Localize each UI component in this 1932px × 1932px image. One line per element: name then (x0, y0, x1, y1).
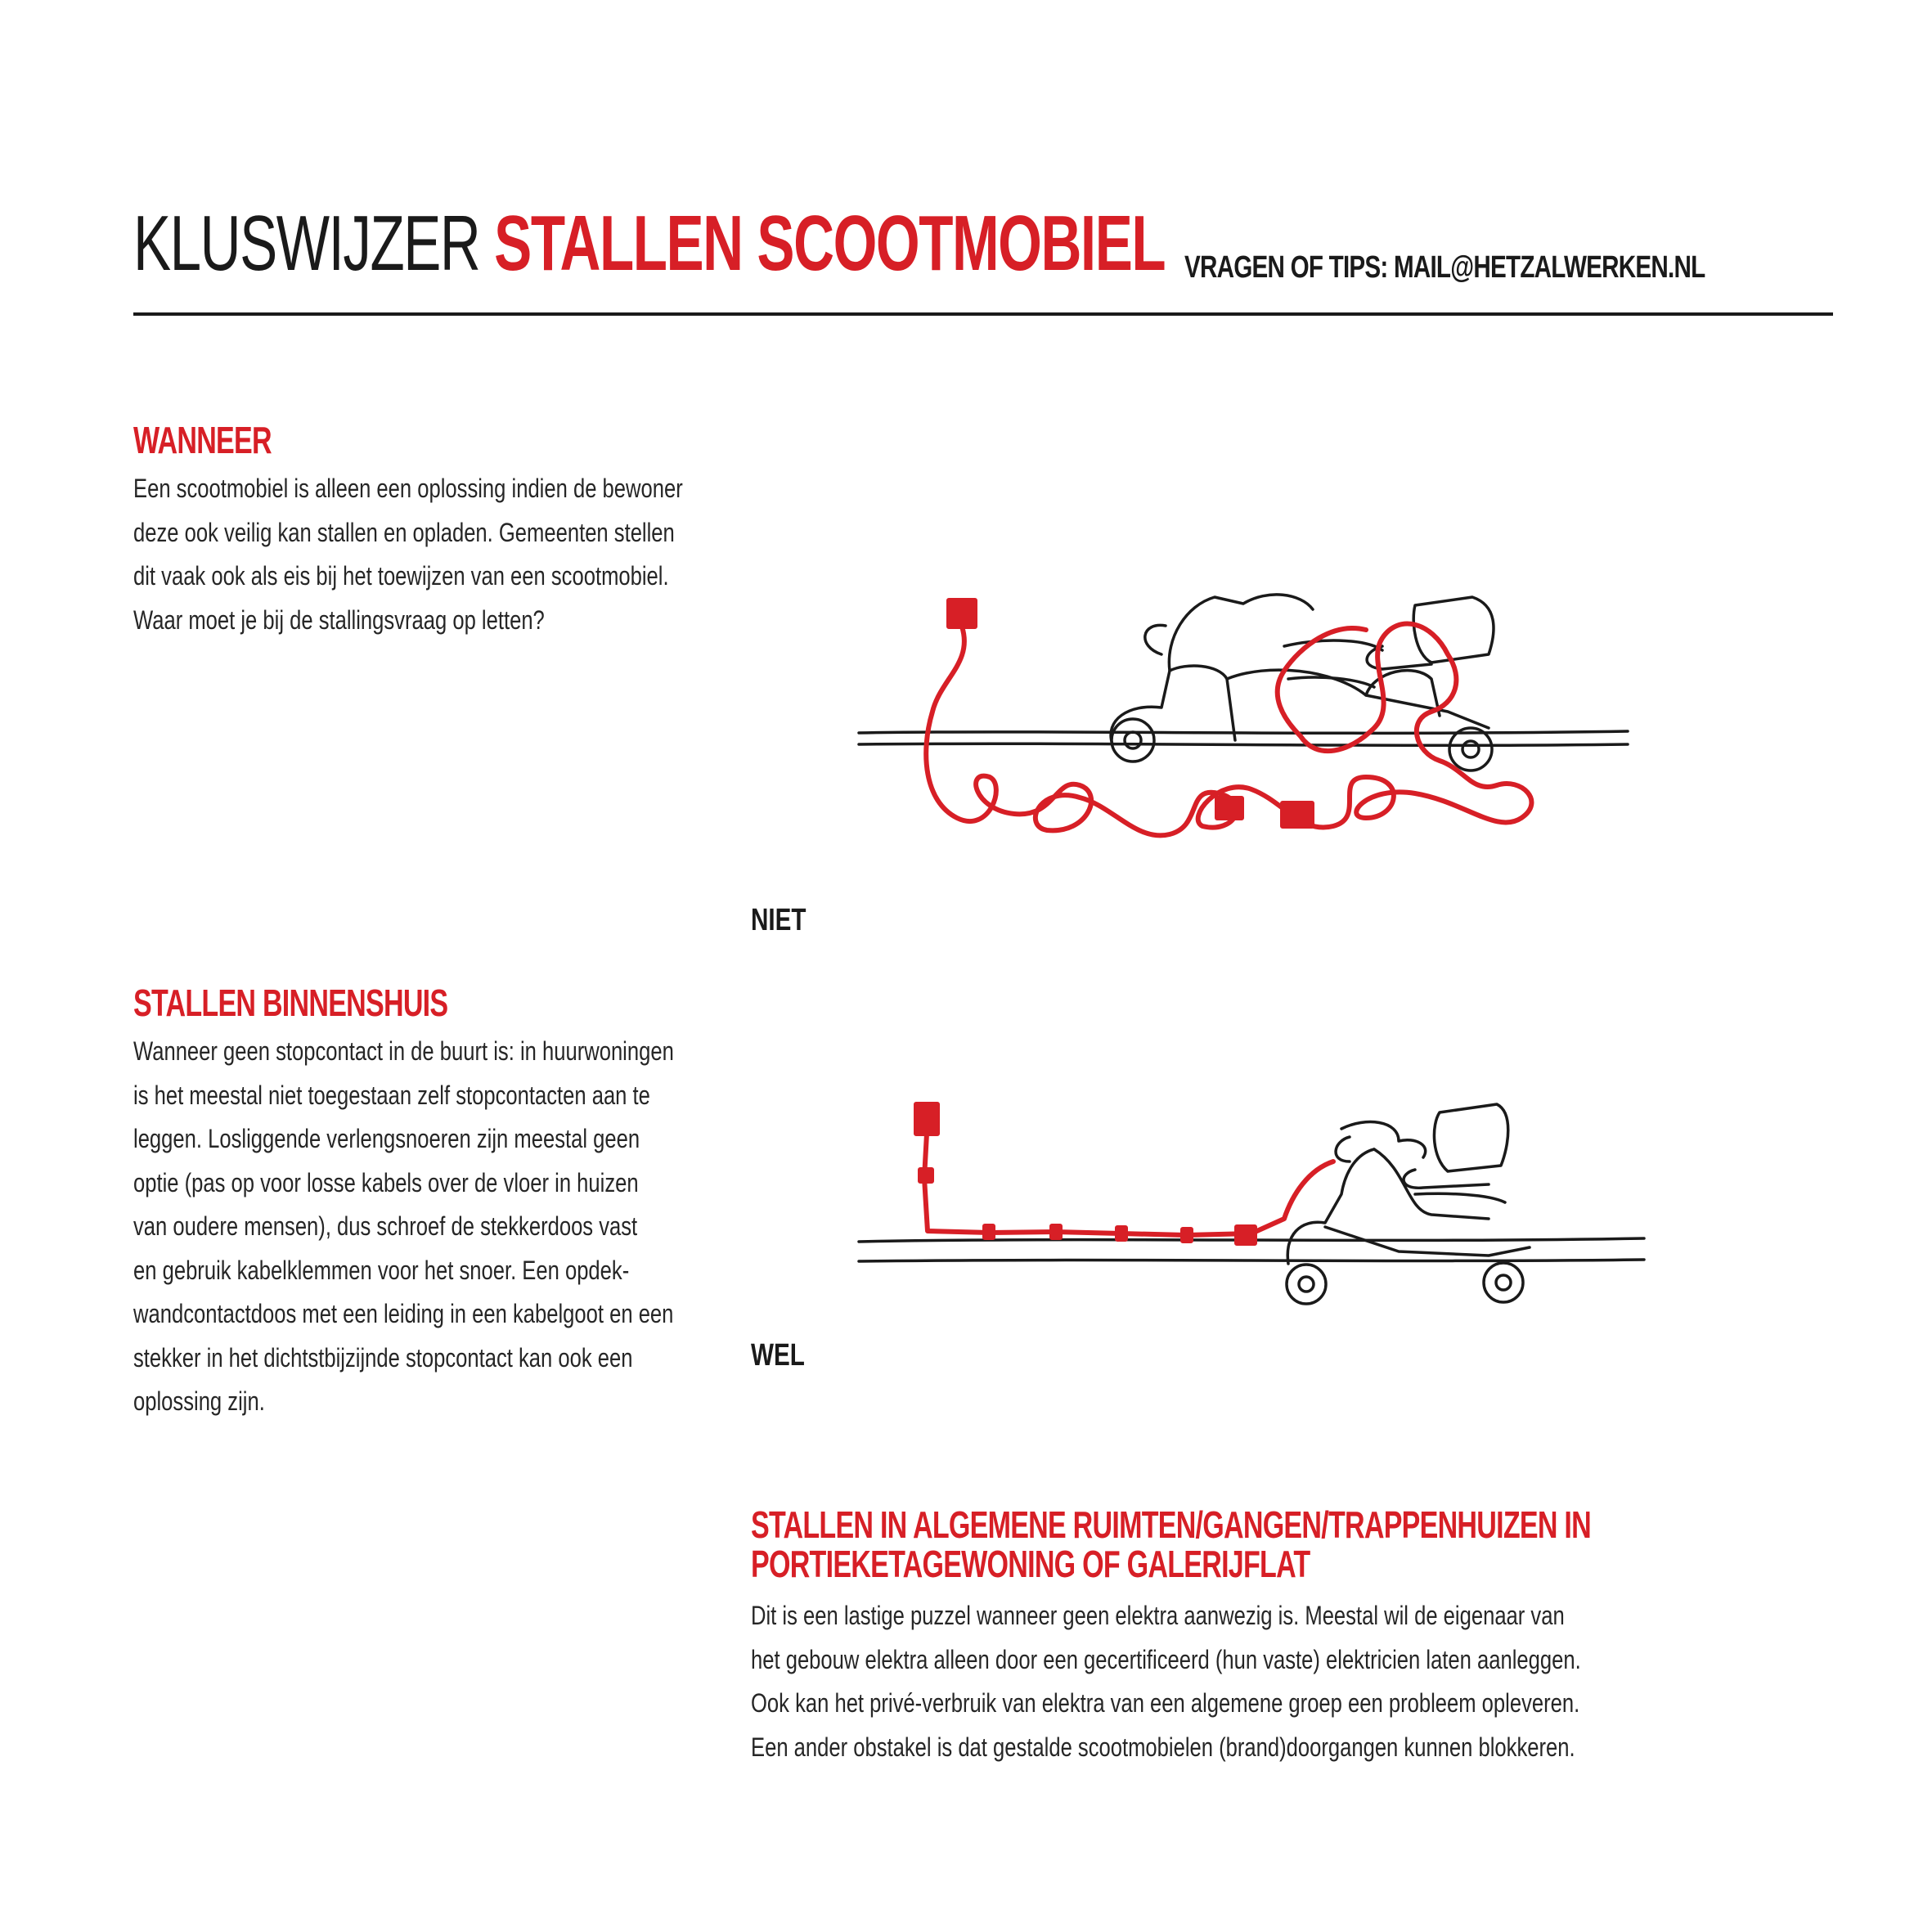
text-line: Ook kan het privé-verbruik van elektra van een algemene groep een probleem opleveren. (751, 1688, 1580, 1718)
text-line: oplossing zijn. (133, 1386, 265, 1416)
plug-block (1217, 798, 1242, 818)
floor-line (859, 731, 1628, 733)
headlight (1336, 1137, 1350, 1161)
text-line: wandcontactdoos met een leiding in een kabelgoot en een (133, 1299, 674, 1328)
handlebar (1341, 1122, 1426, 1157)
text-line: en gebruik kabelklemmen voor het snoer. Een opdek- (133, 1255, 630, 1285)
wall-socket (916, 1104, 937, 1134)
section-heading-binnenshuis: STALLEN BINNENSHUIS (133, 982, 448, 1024)
illustration-wel (842, 1080, 1660, 1325)
scooter-clipped-cable-drawing (842, 1080, 1660, 1325)
seat-back (1434, 1104, 1507, 1171)
floor-line (859, 744, 1628, 745)
text-line: Waar moet je bij de stallingsvraag op letten? (133, 604, 545, 635)
plug-block (1283, 803, 1312, 826)
label-niet: NIET (751, 903, 806, 937)
floor-line (859, 1260, 1644, 1261)
clipped-cable (924, 1134, 1333, 1235)
rear-wheel (1484, 1263, 1523, 1302)
text-line: het gebouw elektra alleen door een gecertificeerd (hun vaste) elektricien laten aanleggen. (751, 1644, 1581, 1674)
text-line: deze ook veilig kan stallen en opladen. Gemeenten stellen (133, 517, 675, 547)
scooter-loose-cable-drawing (842, 573, 1644, 867)
text-line: dit vaak ook als eis bij het toewijzen van een scootmobiel. (133, 561, 669, 591)
wall-socket (949, 600, 975, 627)
armrest (1404, 1170, 1489, 1188)
header-divider (133, 312, 1833, 316)
cable-clip (1117, 1228, 1126, 1239)
text-line: leggen. Losliggende verlengsnoeren zijn meestal geen (133, 1124, 640, 1153)
heading-line: STALLEN IN ALGEMENE RUIMTEN/GANGEN/TRAPPENHUIZEN IN (751, 1503, 1591, 1546)
section-body-algemene-ruimten (751, 1594, 1788, 1769)
page-title (133, 196, 1165, 291)
rear-wheel (1449, 728, 1492, 771)
text-line: Wanneer geen stopcontact in de buurt is: in huurwoningen (133, 1036, 674, 1066)
front-wheel (1287, 1265, 1326, 1304)
section-body-wanneer (133, 467, 820, 642)
text-line: optie (pas op voor losse kabels over de vloer in huizen (133, 1167, 639, 1197)
text-line: Dit is een lastige puzzel wanneer geen elektra aanwezig is. Meestal wil de eigenaar van (751, 1601, 1565, 1630)
front-wheel (1112, 719, 1154, 762)
contact-line: VRAGEN OF TIPS: MAIL@HETZALWERKEN.NL (1184, 250, 1705, 285)
text-line: Een ander obstakel is dat gestalde scootmobielen (brand)doorgangen kunnen blokkeren. (751, 1732, 1575, 1762)
title-accent: STALLEN SCOOTMOBIEL (494, 200, 1166, 287)
title-light: KLUSWIJZER (133, 200, 480, 287)
cable-clip (920, 1170, 932, 1181)
page-header (133, 196, 1833, 321)
text-line: is het meestal niet toegestaan zelf stopcontacten aan te (133, 1080, 650, 1110)
headlight (1145, 625, 1166, 654)
section-heading-algemene-ruimten (751, 1505, 1591, 1584)
text-line: stekker in het dichtstbijzijnde stopcontact kan ook een (133, 1342, 633, 1373)
heading-line: PORTIEKETAGEWONING OF GALERIJFLAT (751, 1543, 1310, 1585)
text-line: van oudere mensen), dus schroef de stekkerdoos vast (133, 1211, 638, 1241)
cable-clip (1183, 1229, 1191, 1241)
scooter-front (1287, 1149, 1374, 1264)
cable-clip (1052, 1226, 1060, 1238)
illustration-niet (842, 573, 1644, 867)
text-line: Een scootmobiel is alleen een oplossing indien de bewoner (133, 474, 683, 503)
label-wel: WEL (751, 1338, 805, 1373)
section-body-binnenshuis (133, 1030, 809, 1424)
cable-clip (985, 1226, 993, 1238)
plug-block (1237, 1227, 1255, 1243)
section-heading-wanneer: WANNEER (133, 419, 272, 461)
